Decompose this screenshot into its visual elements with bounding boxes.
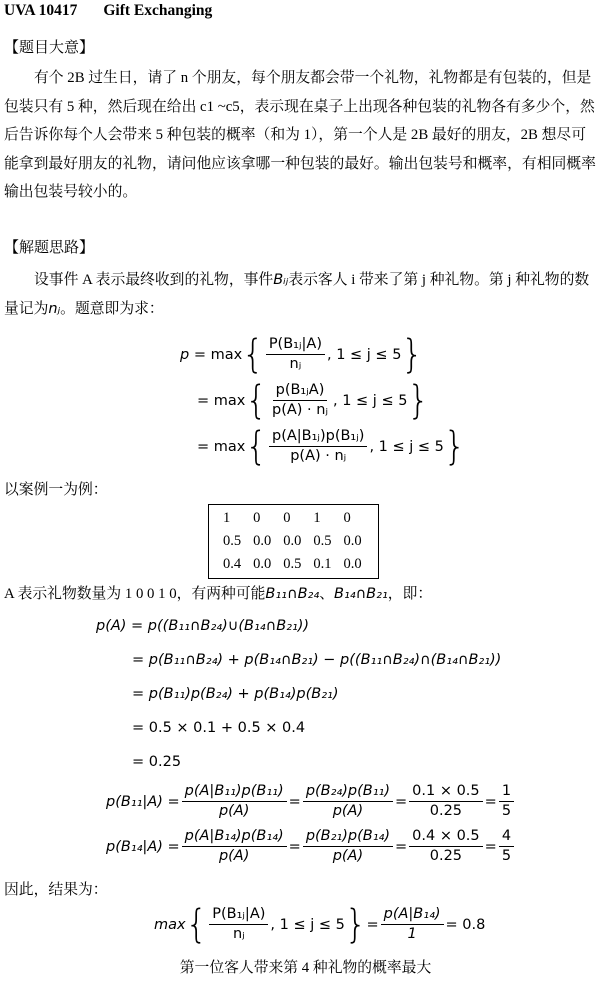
problem-title: Gift Exchanging bbox=[103, 2, 213, 19]
table-cell: 0.1 bbox=[313, 556, 332, 572]
desc-line: 有个 2B 过生日，请了 n 个朋友，每个朋友都会带一个礼物，礼物都是有包装的，但是 bbox=[34, 70, 592, 86]
table-cell: 0.5 bbox=[283, 556, 302, 572]
formula-max-1: p = max { $\frac{\text{P(B₁ⱼ|A)}}{\text{nⱼ}}$ , 1 ≤ j ≤ 5 } bbox=[180, 331, 424, 378]
table-cell: 1 bbox=[223, 510, 231, 526]
table-row bbox=[219, 507, 370, 530]
formula-max-2: = max { $\frac{\text{p(B₁ⱼA)}}{\text{p(A) · nⱼ}}$ , 1 ≤ j ≤ 5 } bbox=[197, 377, 430, 424]
table-cell: 0.0 bbox=[253, 533, 272, 549]
table-cell: 0 bbox=[283, 510, 291, 526]
problem-code: UVA 10417 bbox=[4, 2, 78, 19]
table-cell: 0.0 bbox=[253, 556, 272, 572]
section-heading-meaning: 【题目大意】 bbox=[4, 40, 95, 56]
count-symbol: nⱼ bbox=[48, 300, 61, 317]
example-intro: 以案例一为例： bbox=[4, 482, 108, 498]
table-cell: 0.5 bbox=[223, 533, 242, 549]
sample-input-table bbox=[208, 504, 379, 579]
table-cell: 0 bbox=[343, 510, 351, 526]
table-cell: 1 bbox=[313, 510, 321, 526]
posterior-b11: p(B₁₁|A) = $\frac{\text{p(A|B₁₁)p(B₁₁)}}{p(A)}$ = $\frac{\text{p(B₂₄)p(B₁₁)}}{p(A)}$ = $\frac{0.1 \times 0.5}{0.25}$ = $\frac{1}{5}$ bbox=[106, 783, 516, 820]
approach-line: 量记为nⱼ。题意即为求： bbox=[4, 300, 164, 317]
table-row bbox=[219, 530, 370, 553]
desc-line: 输出包装号较小的。 bbox=[4, 184, 138, 200]
desc-line: 包装只有 5 种，然后现在给出 c1 ~c5，表示现在桌子上出现各种包装的礼物各有多少个，然 bbox=[4, 98, 595, 115]
pa-line-2: = p(B₁₁∩B₂₄) + p(B₁₄∩B₂₁) − p((B₁₁∩B₂₄)∩(B₁₄∩B₂₁)) bbox=[132, 652, 502, 668]
a-description: A 表示礼物数量为 1 0 0 1 0，有两种可能B₁₁∩B₂₄、B₁₄∩B₂₁，即： bbox=[4, 586, 433, 602]
event-symbol: Bᵢⱼ bbox=[273, 272, 289, 288]
table-cell: 0.5 bbox=[313, 533, 332, 549]
desc-line: 后告诉你每个人会带来 5 种包装的概率（和为 1），第一个人是 2B 最好的朋友，2B 想尽可 bbox=[4, 127, 587, 143]
pa-line-3: = p(B₁₁)p(B₂₄) + p(B₁₄)p(B₂₁) bbox=[132, 686, 339, 702]
final-result-formula: max { $\frac{\text{P(B₁ⱼ|A)}}{\text{nⱼ}}$ , 1 ≤ j ≤ 5 } = $\frac{\text{p(A|B₁₄)}}{1}$ = 0.8 bbox=[154, 901, 486, 948]
table-row bbox=[219, 553, 370, 576]
approach-paragraph bbox=[4, 266, 608, 323]
conclusion-text: 第一位客人带来第 4 种礼物的概率最大 bbox=[179, 960, 432, 976]
pa-line-1: p(A) = p((B₁₁∩B₂₄)∪(B₁₄∩B₂₁)) bbox=[96, 618, 310, 634]
page-title bbox=[4, 2, 212, 20]
table-cell: 0.0 bbox=[343, 533, 362, 549]
therefore-text: 因此，结果为： bbox=[4, 882, 108, 898]
problem-description bbox=[4, 64, 608, 207]
table-cell: 0.0 bbox=[283, 533, 302, 549]
approach-line: 设事件 A 表示最终收到的礼物，事件Bᵢⱼ表示客人 i 带来了第 j 种礼物。第 j 种礼物的数 bbox=[34, 272, 590, 288]
table-cell: 0.4 bbox=[223, 556, 242, 572]
formula-max-3: = max { $\frac{\text{p(A|B₁ⱼ)p(B₁ⱼ)}}{\text{p(A) · nⱼ}}$ , 1 ≤ j ≤ 5 } bbox=[197, 423, 466, 470]
table-cell: 0 bbox=[253, 510, 261, 526]
pa-line-4: = 0.5 × 0.1 + 0.5 × 0.4 bbox=[132, 720, 306, 736]
posterior-b14: p(B₁₄|A) = $\frac{\text{p(A|B₁₄)p(B₁₄)}}{p(A)}$ = $\frac{\text{p(B₂₁)p(B₁₄)}}{p(A)}$ = $\frac{0.4 \times 0.5}{0.25}$ = $\frac{4}{5}$ bbox=[106, 828, 516, 865]
section-heading-approach: 【解题思路】 bbox=[4, 240, 95, 256]
pa-line-5: = 0.25 bbox=[132, 754, 182, 770]
desc-line: 能拿到最好朋友的礼物，请问他应该拿哪一种包装的最好。输出包装号和概率，有相同概率 bbox=[4, 155, 596, 172]
table-cell: 0.0 bbox=[343, 556, 362, 572]
